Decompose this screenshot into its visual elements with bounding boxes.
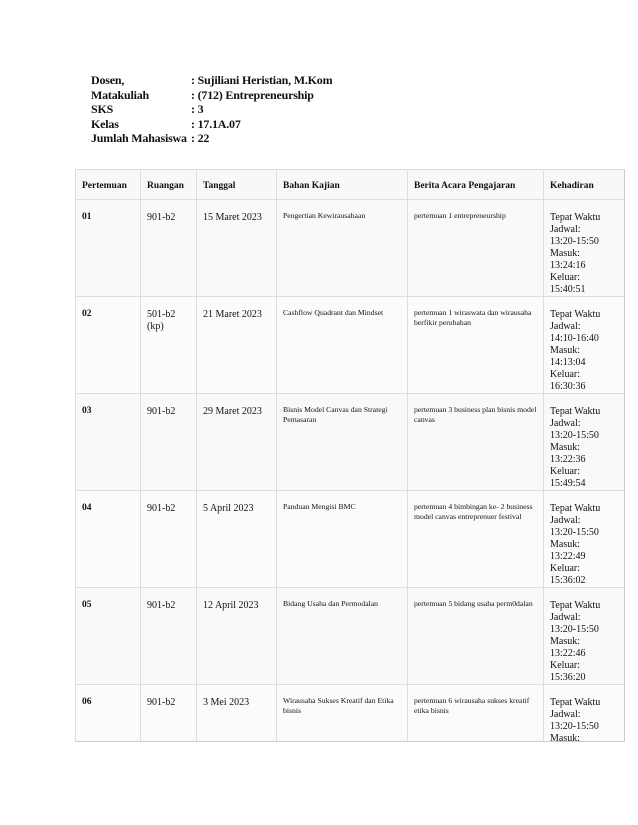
- cell-pertemuan: 06: [76, 685, 141, 743]
- kehadiran-label: Jadwal:: [550, 709, 581, 720]
- kehadiran-value: 13:20-15:50: [550, 624, 599, 635]
- kehadiran-value: 13:24:16: [550, 260, 586, 271]
- kehadiran-value: 15:40:51: [550, 284, 586, 295]
- kehadiran-status: Tepat Waktu: [550, 697, 601, 708]
- header-ruangan: Ruangan: [141, 170, 197, 200]
- info-value: : Sujiliani Heristian, M.Kom: [191, 73, 333, 87]
- cell-bahan-kajian: Panduan Mengisi BMC: [277, 491, 408, 588]
- header-pertemuan: Pertemuan: [76, 170, 141, 200]
- kehadiran-status: Tepat Waktu: [550, 212, 601, 223]
- kehadiran-label: Masuk:: [550, 345, 580, 356]
- kehadiran-value: 13:20-15:50: [550, 430, 599, 441]
- kehadiran-status: Tepat Waktu: [550, 600, 601, 611]
- cell-ruangan: 501-b2 (kp): [141, 297, 197, 394]
- table-row: [76, 588, 625, 685]
- cell-bahan-kajian: Bidang Usaha dan Permodalan: [277, 588, 408, 685]
- kehadiran-value: 13:22:49: [550, 551, 586, 562]
- kehadiran-status: Tepat Waktu: [550, 503, 601, 514]
- cell-pertemuan: 03: [76, 394, 141, 491]
- cell-bahan-kajian: Wirausaha Sukses Kreatif dan Etika bisnis: [277, 685, 408, 743]
- info-row-dosen: [91, 73, 332, 88]
- cell-kehadiran: [544, 685, 625, 743]
- info-label: Dosen,: [91, 73, 125, 87]
- kehadiran-value: 13:22:36: [550, 454, 586, 465]
- attendance-table: [75, 169, 625, 742]
- kehadiran-label: Jadwal:: [550, 224, 581, 235]
- kehadiran-value: 13:20-15:50: [550, 721, 599, 732]
- table-row: [76, 491, 625, 588]
- kehadiran-status: Tepat Waktu: [550, 309, 601, 320]
- kehadiran-status: Tepat Waktu: [550, 406, 601, 417]
- header-bahan-kajian: Bahan Kajian: [277, 170, 408, 200]
- cell-pertemuan: 04: [76, 491, 141, 588]
- info-row-sks: [91, 102, 332, 117]
- header-tanggal: Tanggal: [197, 170, 277, 200]
- table-row: [76, 394, 625, 491]
- info-label: Matakuliah: [91, 87, 150, 102]
- kehadiran-value: 13:20-15:50: [550, 236, 599, 247]
- kehadiran-label: Keluar:: [550, 466, 580, 477]
- kehadiran-value: 14:10-16:40: [550, 333, 599, 344]
- cell-tanggal: 21 Maret 2023: [197, 297, 277, 394]
- kehadiran-label: Keluar:: [550, 563, 580, 574]
- kehadiran-label: Masuk:: [550, 248, 580, 259]
- cell-ruangan: 901-b2: [141, 491, 197, 588]
- kehadiran-label: Masuk:: [550, 733, 580, 742]
- cell-ruangan: 901-b2: [141, 685, 197, 743]
- cell-ruangan: 901-b2: [141, 394, 197, 491]
- kehadiran-label: Masuk:: [550, 442, 580, 453]
- table-row: [76, 200, 625, 297]
- kehadiran-value: 15:36:20: [550, 672, 586, 683]
- kehadiran-value: 14:13:04: [550, 357, 586, 368]
- header-kehadiran: Kehadiran: [544, 170, 625, 200]
- cell-berita-acara: pertemuan 6 wirausaha sukses kreatif etika bisnis: [408, 685, 544, 743]
- kehadiran-value: 15:36:02: [550, 575, 586, 586]
- kehadiran-label: Keluar:: [550, 369, 580, 380]
- info-label: SKS: [91, 102, 114, 117]
- info-label: Kelas: [91, 116, 119, 131]
- cell-berita-acara: pertemuan 1 entrepreneurship: [408, 200, 544, 297]
- kehadiran-label: Keluar:: [550, 660, 580, 671]
- header-berita-acara: Berita Acara Pengajaran: [408, 170, 544, 200]
- kehadiran-label: Jadwal:: [550, 321, 581, 332]
- info-value: : 22: [191, 131, 210, 146]
- info-row-jumlah: [91, 131, 332, 146]
- cell-bahan-kajian: Bisnis Model Canvas dan Strategi Pemasaran: [277, 394, 408, 491]
- kehadiran-label: Masuk:: [550, 539, 580, 550]
- kehadiran-label: Masuk:: [550, 636, 580, 647]
- info-value: : (712) Entrepreneurship: [191, 87, 314, 102]
- kehadiran-value: 16:30:36: [550, 381, 586, 392]
- kehadiran-label: Jadwal:: [550, 418, 581, 429]
- cell-berita-acara: pertemuan 5 bidang usaha perm0dalan: [408, 588, 544, 685]
- table-header-row: [76, 170, 625, 200]
- info-row-kelas: [91, 117, 332, 132]
- cell-kehadiran: [544, 297, 625, 394]
- cell-ruangan: 901-b2: [141, 200, 197, 297]
- info-row-matakuliah: [91, 88, 332, 103]
- cell-tanggal: 29 Maret 2023: [197, 394, 277, 491]
- cell-tanggal: 15 Maret 2023: [197, 200, 277, 297]
- table-row: [76, 297, 625, 394]
- kehadiran-value: 13:20-15:50: [550, 527, 599, 538]
- cell-pertemuan: 01: [76, 200, 141, 297]
- cell-kehadiran: [544, 200, 625, 297]
- kehadiran-label: Jadwal:: [550, 515, 581, 526]
- cell-berita-acara: pertemuan 1 wiraswata dan wirausaha berfikir perubahan: [408, 297, 544, 394]
- cell-tanggal: 12 April 2023: [197, 588, 277, 685]
- info-value: : 17.1A.07: [191, 116, 241, 131]
- course-info: [91, 73, 332, 146]
- cell-pertemuan: 02: [76, 297, 141, 394]
- kehadiran-value: 15:49:54: [550, 478, 586, 489]
- cell-berita-acara: pertemuan 3 business plan bisnis model canvas: [408, 394, 544, 491]
- cell-kehadiran: [544, 491, 625, 588]
- table-row: [76, 685, 625, 743]
- kehadiran-value: 13:22:46: [550, 648, 586, 659]
- cell-berita-acara: pertemuan 4 bimbingan ke- 2 business model canvas entreprenuer festival: [408, 491, 544, 588]
- cell-kehadiran: [544, 588, 625, 685]
- cell-bahan-kajian: Cashflow Quadrant dan Mindset: [277, 297, 408, 394]
- kehadiran-label: Keluar:: [550, 272, 580, 283]
- cell-ruangan: 901-b2: [141, 588, 197, 685]
- attendance-table-container: [75, 169, 625, 742]
- cell-kehadiran: [544, 394, 625, 491]
- cell-bahan-kajian: Pengertian Kewirausahaan: [277, 200, 408, 297]
- cell-tanggal: 3 Mei 2023: [197, 685, 277, 743]
- kehadiran-label: Jadwal:: [550, 612, 581, 623]
- info-label: Jumlah Mahasiswa: [91, 131, 187, 146]
- cell-tanggal: 5 April 2023: [197, 491, 277, 588]
- info-value: : 3: [191, 102, 204, 117]
- cell-pertemuan: 05: [76, 588, 141, 685]
